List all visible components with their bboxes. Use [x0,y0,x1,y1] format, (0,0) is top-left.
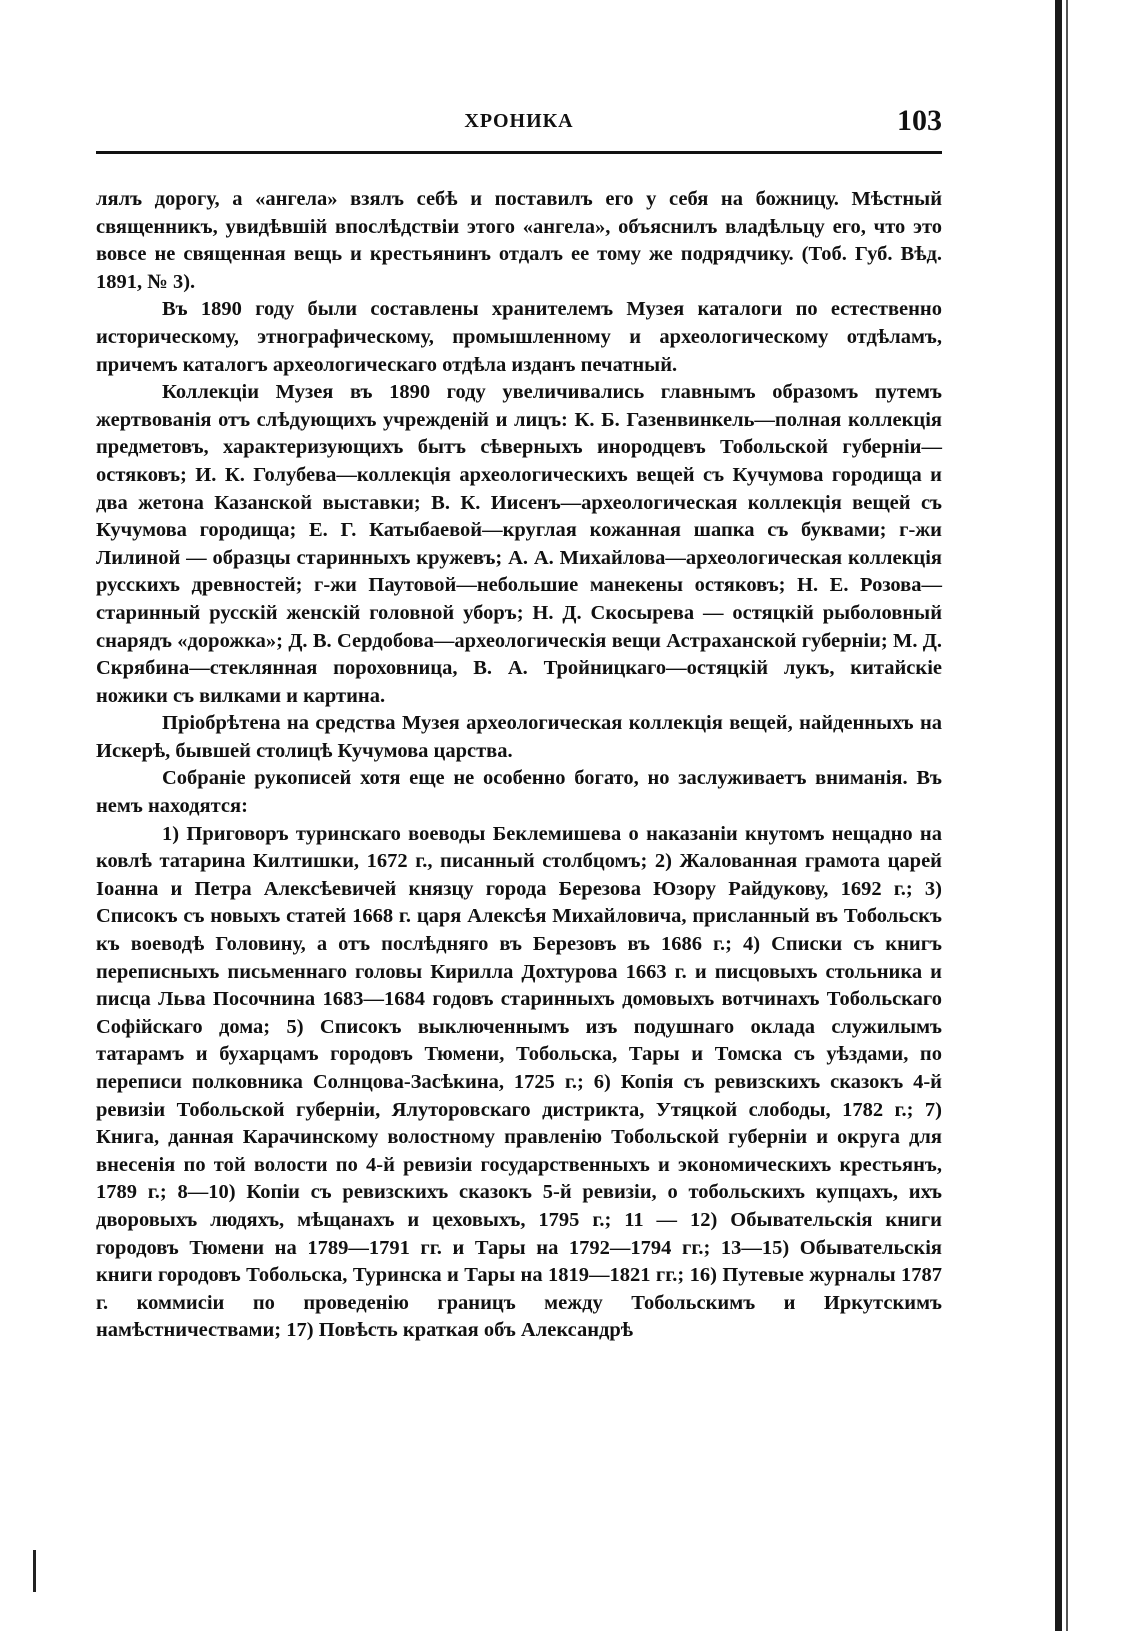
paragraph-acquisition: Пріобрѣтена на средства Музея археологическая коллекція вещей, найденныхъ на Искерѣ, бывшей столицѣ Кучумова царства. [96,712,942,762]
page-spine-edge-line [1066,0,1068,1631]
paragraph-catalogs: Въ 1890 году были составлены хранителемъ Музея каталоги по естественно историческому, этнографическому, промышленному и археологическому отдѣламъ, причемъ каталогъ археологическаго отдѣла изданъ печатный. [96,298,942,376]
paragraph-manuscripts-list: 1) Приговоръ туринскаго воеводы Беклемишева о наказаніи кнутомъ нещадно на ковлѣ татарина Килтишки, 1672 г., писанный столбцомъ; 2) Жалованная грамота царей Іоанна и Петра Алексѣевичей князцу города Березова Юзору Райдукову, 1692 г.; 3) Списокъ съ новыхъ статей 1668 г. царя Алексѣя Михайловича, присланный въ Тобольскъ къ воеводѣ Головину, а отъ послѣдняго въ Березовъ въ 1686 г.; 4) Списки съ книгъ переписныхъ письменнаго головы Кирилла Дохтурова 1663 г. и писцовыхъ стольника и писца Льва Посочнина 1683—1684 годовъ старинныхъ домовыхъ вотчинахъ Тобольскаго Софійскаго дома; 5) Списокъ выключеннымъ изъ подушнаго оклада служилымъ татарамъ и бухарцамъ городовъ Тюмени, Тобольска, Тары и Томска съ уѣздами, по переписи полковника Солнцова-Засѣкина, 1725 г.; 6) Копія съ ревизскихъ сказокъ 4-й ревизіи Тобольской губерніи, Ялуторовскаго дистрикта, Утяцкой слободы, 1782 г.; 7) Книга, данная Карачинскому волостному правленію Тобольской губерніи и округа для внесенія по той волости по 4-й ревизіи государственныхъ и экономическихъ крестьянъ, 1789 г.; 8—10) Копіи съ ревизскихъ сказокъ 5-й ревизіи, о тобольскихъ купцахъ, ихъ дворовыхъ людяхъ, мѣщанахъ и цеховыхъ, 1795 г.; 11 — 12) Обывательскія книги городовъ Тюмени на 1789—1791 гг. и Тары на 1792—1794 гг.; 13—15) Обывательскія книги городовъ Тобольска, Туринска и Тары на 1819—1821 гг.; 16) Путевые журналы 1787 г. коммисіи по проведенію границъ между Тобольскимъ и Иркутскимъ намѣстничествами; 17) Повѣсть краткая объ Александрѣ [96,822,942,1342]
margin-mark [33,1550,36,1592]
paragraph-donations: Коллекціи Музея въ 1890 году увеличивались главнымъ образомъ путемъ жертвованія отъ слѣдующихъ учрежденій и лицъ: К. Б. Газенвинкель—полная коллекція предметовъ, характеризующихъ бытъ сѣверныхъ инородцевъ Тобольской губерніи—остяковъ; И. К. Голубева—коллекція археологическихъ вещей съ Кучумова городища и два жетона Казанской выставки; В. К. Иисенъ—археологическая коллекція вещей съ Кучумова городища; Е. Г. Катыбаевой—круглая кожанная шапка съ буквами; г-жи Лилиной — образцы старинныхъ кружевъ; А. А. Михайлова—археологическая коллекція русскихъ древностей; г-жи Паутовой—небольшие манекены остяковъ; Н. Е. Розова—старинный русскій женскій головной уборъ; Н. Д. Скосырева — остяцкій рыболовный снарядъ «дорожка»; Д. В. Сердобова—археологическія вещи Астраханской губерніи; М. Д. Скрябина—стеклянная пороховница, В. А. Тройницкаго—остяцкій лукъ, китайскіе ножики съ вилками и картина. [96,381,942,707]
header-rule [96,151,942,154]
page-header [96,104,942,148]
page-spine-edge [1055,0,1062,1631]
running-head: ХРОНИКА [464,110,574,132]
paragraph-manuscripts-intro: Собраніе рукописей хотя еще не особенно богато, но заслуживаетъ вниманія. Въ немъ находятся: [96,767,942,818]
page-number: 103 [897,104,942,137]
paragraph-continuation: лялъ дорогу, а «ангела» взялъ себѣ и поставилъ его у себя на божницу. Мѣстный священникъ, увидѣвшій впослѣдствіи этого «ангела», объяснилъ владѣльцу его, что это вовсе не священная вещь и крестьянинъ отдалъ ее тому же подрядчику. (Тоб. Губ. Вѣд. 1891, № 3). [96,188,942,293]
body-text [96,186,942,1345]
